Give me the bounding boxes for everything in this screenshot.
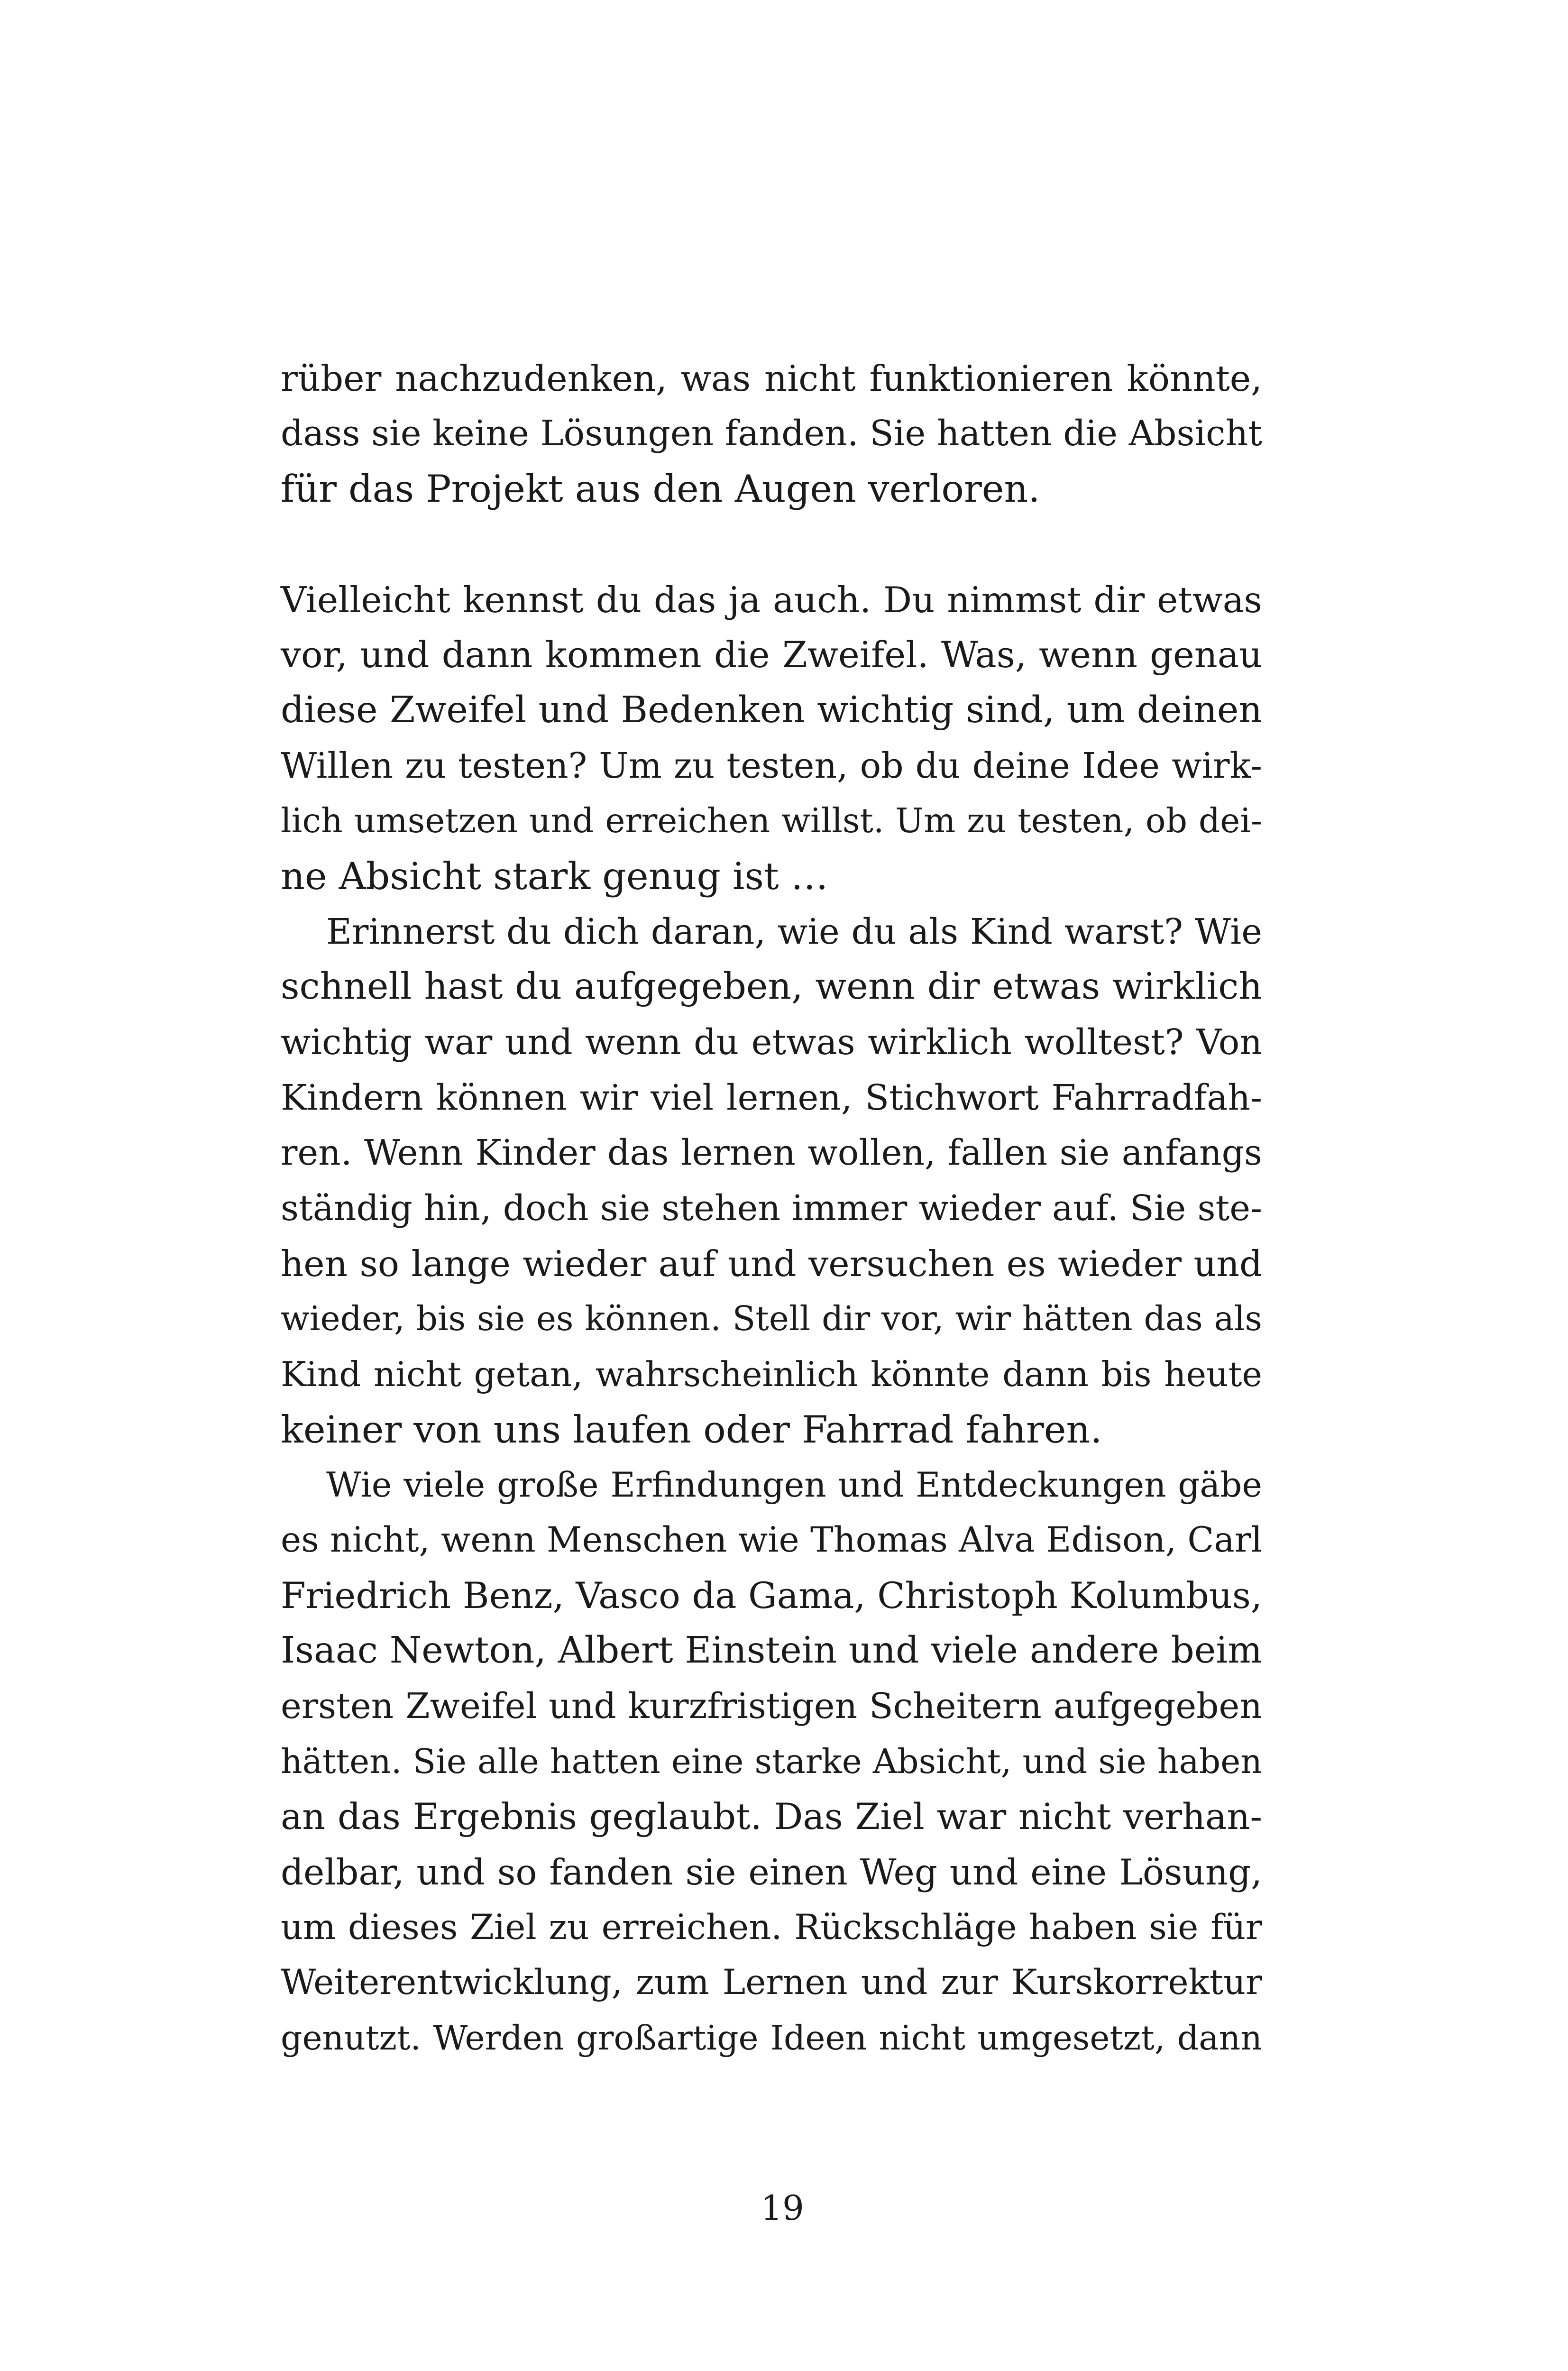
text-line: delbar, und so fanden sie einen Weg und eine Lösung, xyxy=(281,1851,1262,1893)
text-line: diese Zweifel und Bedenken wichtig sind, um deinen xyxy=(281,689,1262,731)
text-line: Erinnerst du dich daran, wie du als Kind warst? Wie xyxy=(326,911,1262,952)
text-line: Willen zu testen? Um zu testen, ob du deine Idee wirk- xyxy=(281,745,1262,786)
text-line: Weiterentwicklung, zum Lernen und zur Kurskorrektur xyxy=(281,1962,1262,2003)
text-line: Vielleicht kennst du das ja auch. Du nimmst dir etwas xyxy=(281,579,1262,621)
text-line: vor, und dann kommen die Zweifel. Was, wenn genau xyxy=(281,634,1262,676)
text-line: lich umsetzen und erreichen willst. Um zu testen, ob dei- xyxy=(281,801,1262,840)
text-line: rüber nachzudenken, was nicht funktionieren könnte, xyxy=(281,358,1262,399)
text-line: wichtig war und wenn du etwas wirklich wolltest? Von xyxy=(281,1022,1262,1063)
text-line: hätten. Sie alle hatten eine starke Absicht, und sie haben xyxy=(281,1742,1262,1781)
text-line: ren. Wenn Kinder das lernen wollen, fallen sie anfangs xyxy=(281,1132,1262,1173)
text-line: Friedrich Benz, Vasco da Gama, Christoph Kolumbus, xyxy=(281,1574,1262,1617)
text-line: Wie viele große Erfindungen und Entdeckungen gäbe xyxy=(326,1465,1262,1505)
text-line: es nicht, wenn Menschen wie Thomas Alva Edison, Carl xyxy=(281,1520,1262,1560)
text-line: ersten Zweifel und kurzfristigen Scheitern aufgegeben xyxy=(281,1686,1262,1727)
text-line: genutzt. Werden großartige Ideen nicht umgesetzt, dann xyxy=(281,2018,1262,2058)
text-line: dass sie keine Lösungen fanden. Sie hatten die Absicht xyxy=(281,413,1262,454)
text-line: wieder, bis sie es können. Stell dir vor, wir hätten das als xyxy=(281,1299,1262,1338)
text-line: ne Absicht stark genug ist … xyxy=(281,855,828,898)
text-line: Kind nicht getan, wahrscheinlich könnte dann bis heute xyxy=(281,1354,1262,1394)
text-line: um dieses Ziel zu erreichen. Rückschläge haben sie für xyxy=(281,1907,1262,1948)
text-line: Isaac Newton, Albert Einstein und viele andere beim xyxy=(281,1629,1262,1672)
text-line: schnell hast du aufgegeben, wenn dir etwas wirklich xyxy=(281,965,1262,1008)
page-number: 19 xyxy=(761,2188,804,2228)
text-line: für das Projekt aus den Augen verloren. xyxy=(281,467,1040,511)
text-line: an das Ergebnis geglaubt. Das Ziel war nicht verhan- xyxy=(281,1795,1262,1838)
text-line: Kindern können wir viel lernen, Stichwort Fahrradfah- xyxy=(281,1077,1262,1118)
text-line: ständig hin, doch sie stehen immer wieder auf. Sie ste- xyxy=(281,1188,1262,1229)
text-line: hen so lange wieder auf und versuchen es wieder und xyxy=(281,1243,1262,1285)
text-line: keiner von uns laufen oder Fahrrad fahren. xyxy=(281,1408,1102,1452)
